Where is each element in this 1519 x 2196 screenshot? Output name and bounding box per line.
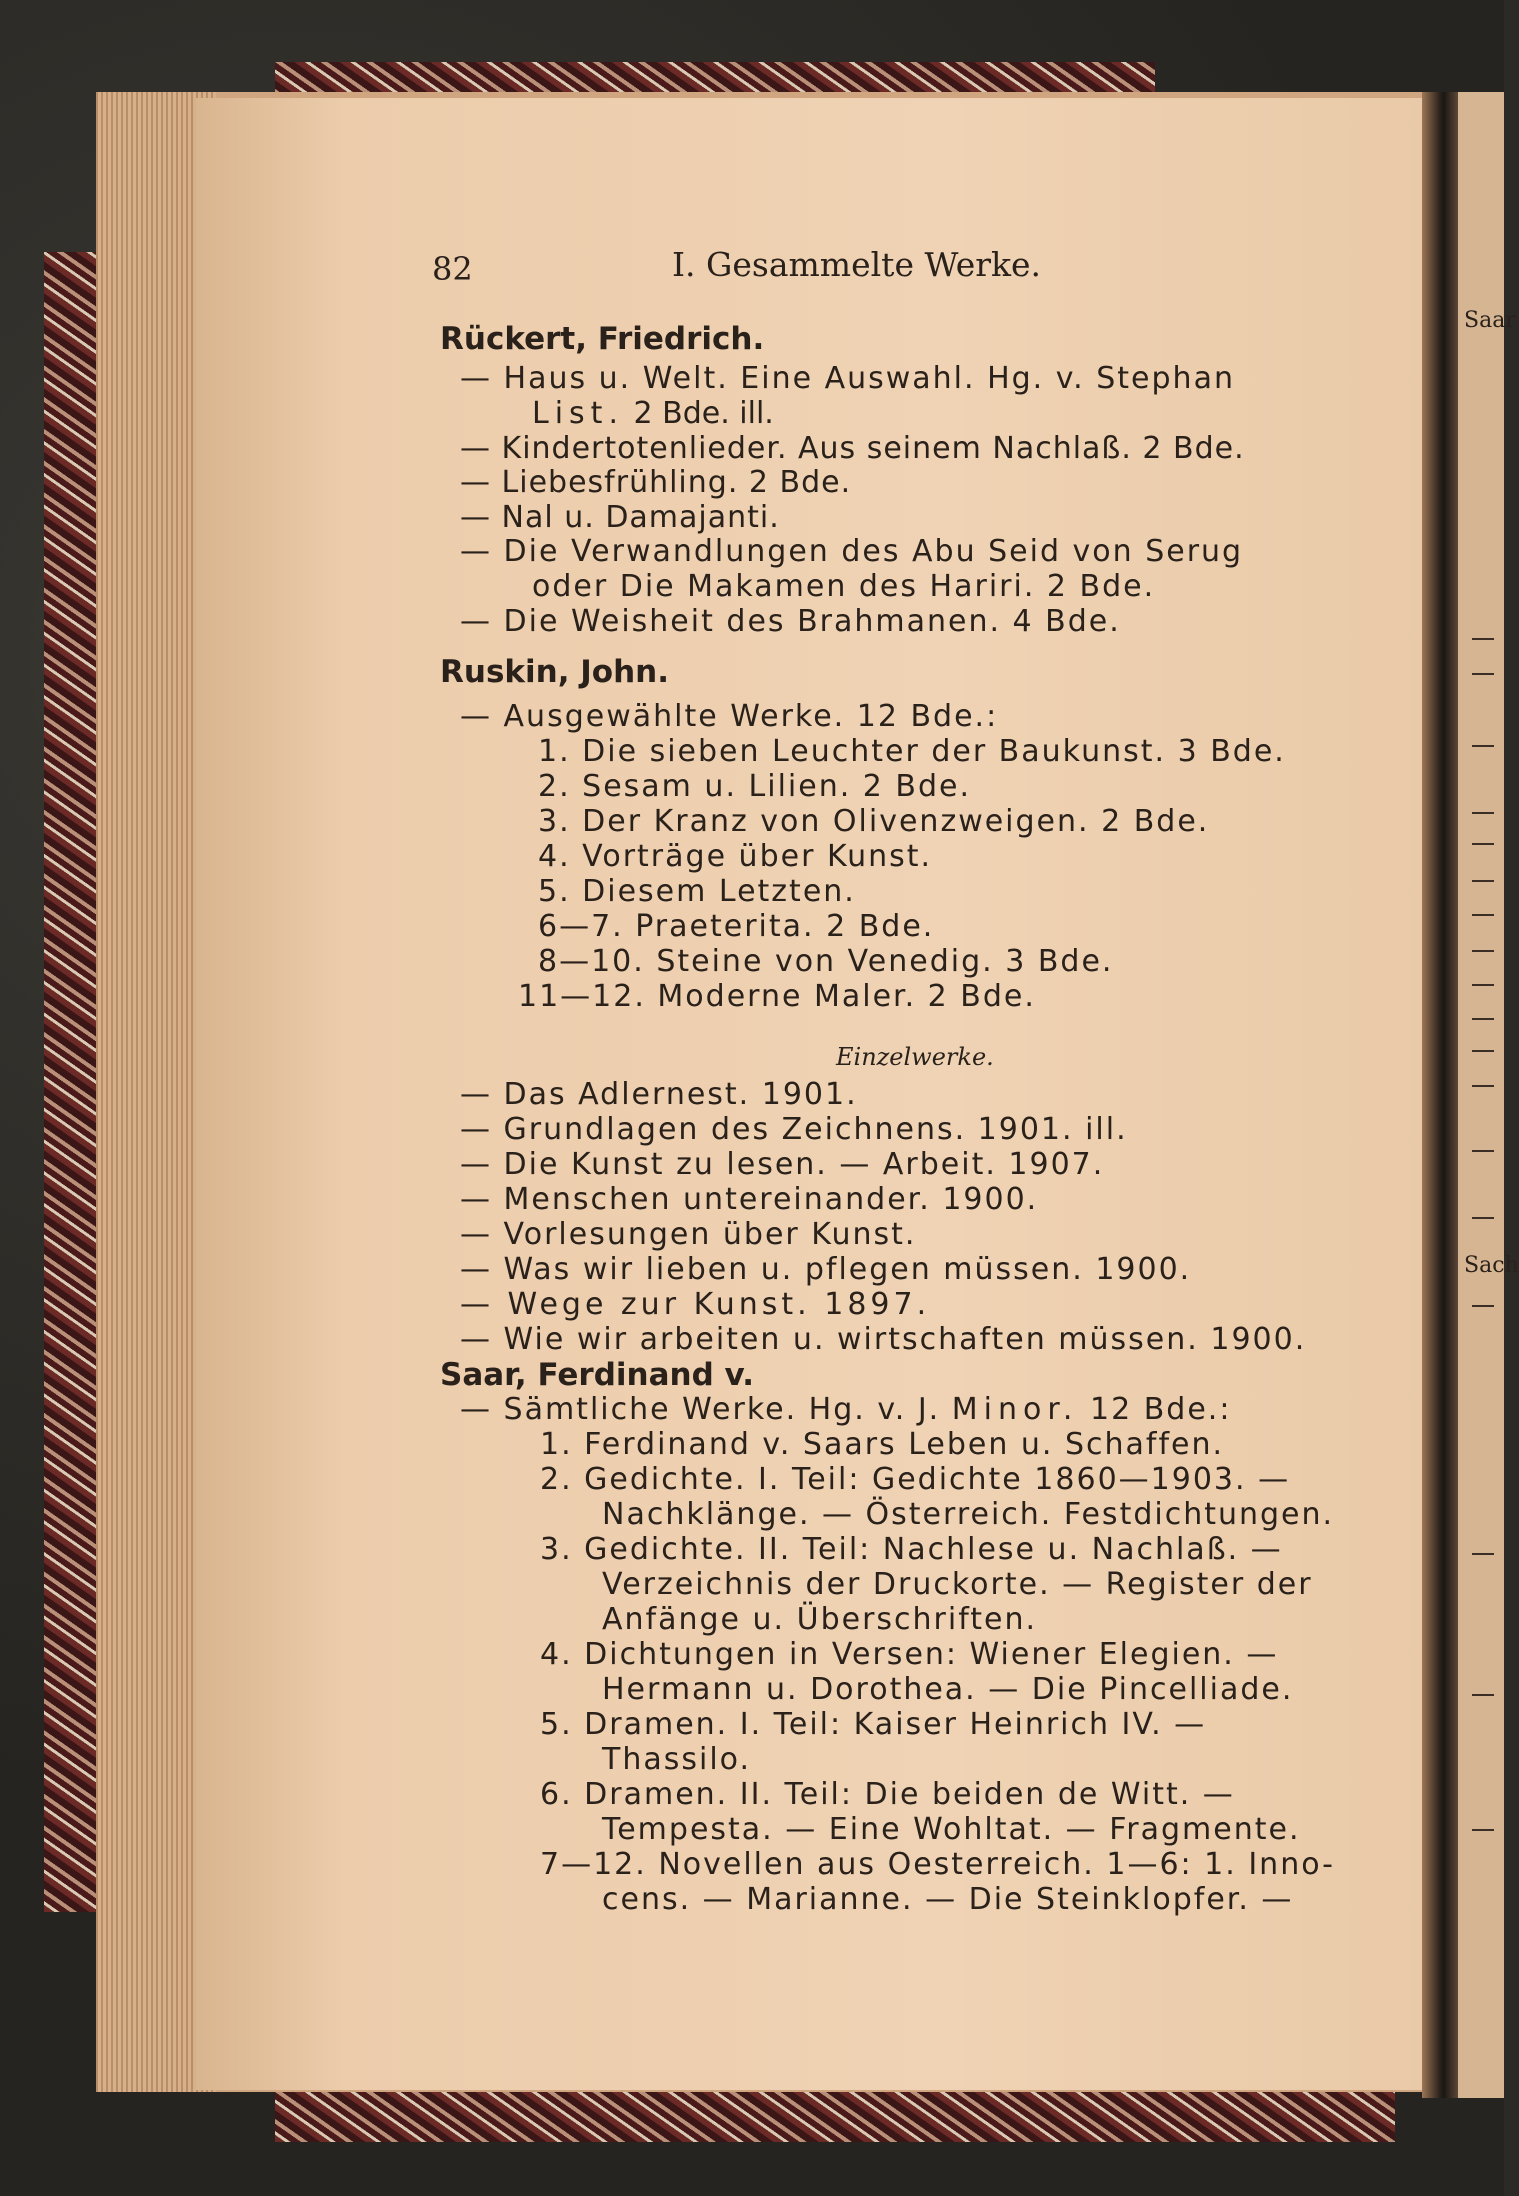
volume-line: 6. Dramen. II. Teil: Die beiden de Witt. — [540, 1777, 1235, 1812]
entry-line [460, 1393, 1231, 1427]
author-heading-saar: Saar, Ferdinand v. [440, 1357, 755, 1393]
facing-page-dash [1472, 1050, 1494, 1052]
volume-line: 11—12. Moderne Maler. 2 Bde. [518, 979, 1036, 1014]
entry-line: List. 2 Bde. ill. [532, 396, 774, 431]
facing-page-dash [1472, 1305, 1494, 1307]
facing-page-dash [1472, 880, 1494, 882]
volume-line: 4. Vorträge über Kunst. [538, 839, 933, 874]
marbled-board-left [44, 252, 96, 1912]
entry-line: — Ausgewählte Werke. 12 Bde.: [460, 699, 999, 734]
volume-line: 1. Die sieben Leuchter der Baukunst. 3 Bde. [538, 734, 1286, 769]
entry-line: — Haus u. Welt. Eine Auswahl. Hg. v. Stephan [460, 361, 1235, 396]
collection-suffix: 12 Bde.: [1090, 1392, 1232, 1427]
entry-line: — Menschen untereinander. 1900. [460, 1182, 1039, 1217]
volume-line: 3. Gedichte. II. Teil: Nachlese u. Nachlaß. — [540, 1532, 1283, 1567]
volume-line: 5. Diesem Letzten. [538, 874, 856, 909]
volume-line: Hermann u. Dorothea. — Die Pincelliade. [602, 1672, 1294, 1707]
entry-line: — Das Adlernest. 1901. [460, 1077, 858, 1112]
author-heading-ruskin: Ruskin, John. [440, 654, 670, 690]
entry-line: — Kindertotenlieder. Aus seinem Nachlaß. 2 Bde. [460, 431, 1245, 466]
entry-line: — Liebesfrühling. 2 Bde. [460, 465, 852, 500]
facing-page-dash [1472, 1150, 1494, 1152]
subsection-heading-einzelwerke: Einzelwerke. [836, 1043, 994, 1071]
volume-line: 3. Der Kranz von Olivenzweigen. 2 Bde. [538, 804, 1210, 839]
facing-page-dash [1472, 673, 1494, 675]
facing-page-dash [1472, 638, 1494, 640]
volume-line: cens. — Marianne. — Die Steinklopfer. — [602, 1882, 1294, 1917]
facing-page-dash [1472, 914, 1494, 916]
volume-line: 4. Dichtungen in Versen: Wiener Elegien. — [540, 1637, 1279, 1672]
entry-line: — Grundlagen des Zeichnens. 1901. ill. [460, 1112, 1128, 1147]
facing-page-strip [1458, 92, 1504, 2098]
volume-line: Nachklänge. — Österreich. Festdichtungen. [602, 1497, 1335, 1532]
facing-page-dash [1472, 745, 1494, 747]
entry-line: — Wie wir arbeiten u. wirtschaften müssen. 1900. [460, 1322, 1307, 1357]
collection-editor: Minor. [951, 1392, 1079, 1427]
facing-page-dash [1472, 1829, 1494, 1831]
book-gutter [1422, 92, 1462, 2098]
running-title: I. Gesammelte Werke. [672, 245, 1042, 284]
facing-page-dash [1472, 1018, 1494, 1020]
facing-page-dash [1472, 812, 1494, 814]
volume-line: Tempesta. — Eine Wohltat. — Fragmente. [602, 1812, 1301, 1847]
facing-page-dash [1472, 1694, 1494, 1696]
facing-page-dash [1472, 1553, 1494, 1555]
entry-line: — Was wir lieben u. pflegen müssen. 1900. [460, 1252, 1192, 1287]
facing-page-dash [1472, 843, 1494, 845]
facing-page-dash [1472, 1217, 1494, 1219]
volume-line: 6—7. Praeterita. 2 Bde. [538, 909, 935, 944]
volume-line: 1. Ferdinand v. Saars Leben u. Schaffen. [540, 1427, 1225, 1462]
entry-line: — Die Verwandlungen des Abu Seid von Serug [460, 534, 1244, 569]
volume-line: 2. Gedichte. I. Teil: Gedichte 1860—1903. — [540, 1462, 1291, 1497]
facing-page-word-top: Saar [1464, 308, 1516, 333]
facing-page-dash [1472, 950, 1494, 952]
facing-page-word-mid: Sach [1464, 1253, 1519, 1278]
volume-line: Verzeichnis der Druckorte. — Register der [602, 1567, 1313, 1602]
entry-line: oder Die Makamen des Hariri. 2 Bde. [532, 569, 1156, 604]
entry-line: — Wege zur Kunst. 1897. [460, 1287, 931, 1322]
volume-line: 8—10. Steine von Venedig. 3 Bde. [538, 944, 1114, 979]
volume-line: 5. Dramen. I. Teil: Kaiser Heinrich IV. — [540, 1707, 1207, 1742]
entry-line: — Die Kunst zu lesen. — Arbeit. 1907. [460, 1147, 1105, 1182]
volume-line: 7—12. Novellen aus Oesterreich. 1—6: 1. Inno- [540, 1847, 1335, 1882]
volume-line: Thassilo. [602, 1742, 752, 1777]
entry-line: — Nal u. Damajanti. [460, 500, 780, 535]
volume-line: Anfänge u. Überschriften. [602, 1602, 1038, 1637]
collection-prefix: — Sämtliche Werke. Hg. v. J. [460, 1392, 941, 1427]
volume-line: 2. Sesam u. Lilien. 2 Bde. [538, 769, 972, 804]
marbled-board-bottom [275, 2088, 1395, 2142]
entry-line: — Vorlesungen über Kunst. [460, 1217, 917, 1252]
facing-page-dash [1472, 1085, 1494, 1087]
entry-line: — Die Weisheit des Brahmanen. 4 Bde. [460, 604, 1121, 639]
author-heading-rueckert: Rückert, Friedrich. [440, 321, 765, 357]
facing-page-dash [1472, 984, 1494, 986]
page-number: 82 [432, 250, 473, 288]
